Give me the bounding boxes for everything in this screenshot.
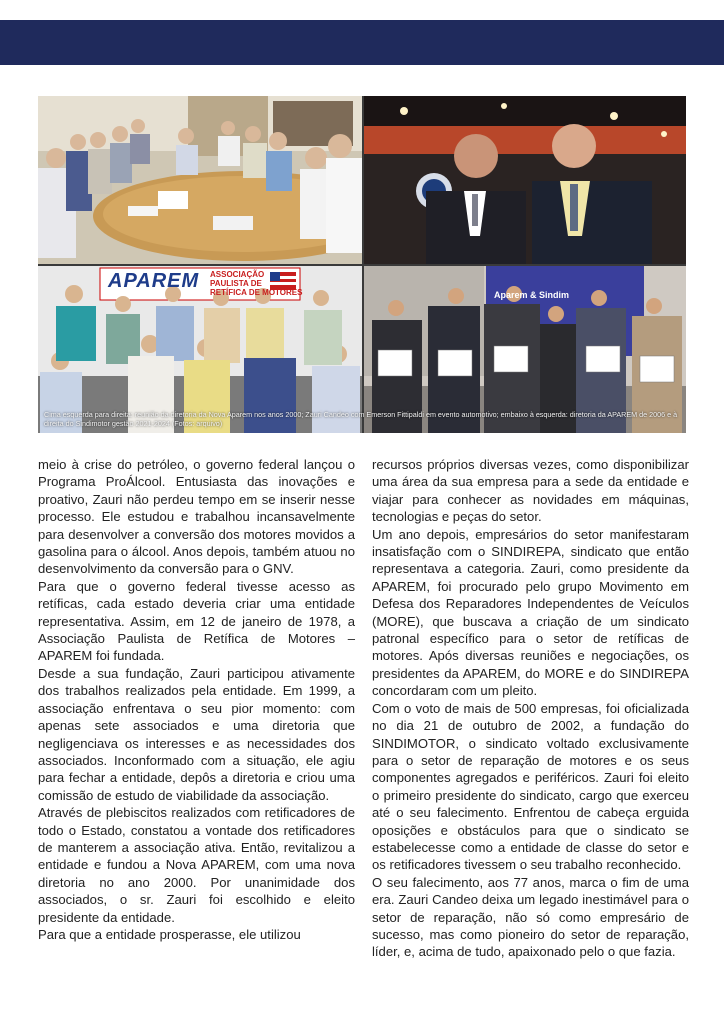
aparem-banner-line3: RETÍFICA DE MOTORES	[210, 288, 303, 297]
aparem-banner-line2: PAULISTA DE	[210, 279, 262, 288]
photo-aparem-board	[38, 266, 362, 433]
photo-meeting	[38, 96, 362, 264]
paragraph: recursos próprios diversas vezes, como disponibilizar uma área da sua empresa para a sede da entidade e viajar para conhecer as novidades em máquinas, tecnologias e peças do setor.	[372, 457, 689, 525]
paragraph: Através de plebiscitos realizados com retificadores de todo o Estado, constatou a vontade dos retificadores de manterem a associação ativa. Então, revitalizou a entidade e fundou a Nova APAREM, com uma nova diretoria no ano 2000. Por unanimidade dos associados, o sr. Zauri foi escolhido e eleito presidente da entidade.	[38, 805, 355, 925]
photo-collage	[38, 96, 686, 433]
paragraph: Desde a sua fundação, Zauri participou ativamente dos trabalhos realizados pela entidade. Em 1999, a associação enfrentava o seu pior momento: com apenas sete associados e uma diretoria que negligenciava os interesses e as necessidades dos associados. Inconformado com a situação, ele agiu para fechar a entidade, depôs a diretoria e criou uma comissão de estudo de viabilidade da associação.	[38, 665, 355, 803]
photo-fittipaldi	[364, 96, 686, 264]
paragraph: Para que o governo federal tivesse acesso as retíficas, cada estado deveria criar uma entidade representativa. Assim, em 12 de janeiro de 1978, a Associação Paulista de Retífica de Motores – APAREM foi fundada.	[38, 578, 355, 664]
aparem-logo-text: APAREM	[108, 270, 200, 292]
sindimotor-banner-title: Aparem & Sindim	[494, 290, 570, 300]
paragraph: O seu falecimento, aos 77 anos, marca o fim de uma era. Zauri Candeo deixa um legado inestimável para o setor de reparação, não só como empresário de sucesso, mas como pioneiro do setor de reparação, líder, e, acima de tudo, apaixonado pelo o que fazia.	[372, 874, 689, 960]
paragraph: Um ano depois, empresários do setor manifestaram insatisfação com o SINDIREPA, sindicato que então representava a categoria. Zauri, como presidente da APAREM, foi procurado pelo grupo Movimento em Defesa dos Reparadores Independentes de Veículos (MORE), que buscava a criação de um sindicato patronal específico para o setor de retíficas de motores. Após diversas reuniões e negociações, os presidentes da APAREM, do MORE e do SINDIREPA concordaram com um pleito.	[372, 526, 689, 699]
paragraph: meio à crise do petróleo, o governo federal lançou o Programa ProÁlcool. Entusiasta das inovações e proativo, Zauri não perdeu tempo em se inserir nesse processo. Ele estudou e trabalhou incansavelmente para desenvolver a conversão dos motores movidos a gasolina para o álcool. Anos depois, também atuou no desenvolvimento da conversão para o GNV.	[38, 457, 355, 577]
article-column-left	[38, 456, 355, 943]
photo-caption: Cima esquerda para direita: reunião da diretoria da Nova Aparem nos anos 2000; Zauri Candeo com Emerson Fittipaldi em evento automotivo; embaixo à esquerda: diretoria da APAREM de 2006 e à direita do Sindimotor gestão 2021-2024 (Fotos: arquivo)	[44, 410, 678, 428]
paragraph: Com o voto de mais de 500 empresas, foi oficializada no dia 21 de outubro de 2002, a fundação do SINDIMOTOR, o sindicato voltado exclusivamente para o setor de reparação de motores e os seus componentes agregados e periféricos. Zauri foi eleito o primeiro presidente do sindicato, cargo que exerceu até o seu falecimento. Enfrentou de cabeça erguida oposições e obstáculos para que o sindicato se estabelecesse como a entidade de classe do setor e os retificadores tivessem o seu trabalho reconhecido.	[372, 700, 689, 873]
paragraph: Para que a entidade prosperasse, ele utilizou	[38, 926, 301, 942]
photo-sindimotor-board	[364, 266, 686, 433]
header-band	[0, 20, 724, 65]
article-column-right	[372, 456, 689, 961]
aparem-banner-line1: ASSOCIAÇÃO	[210, 270, 265, 279]
